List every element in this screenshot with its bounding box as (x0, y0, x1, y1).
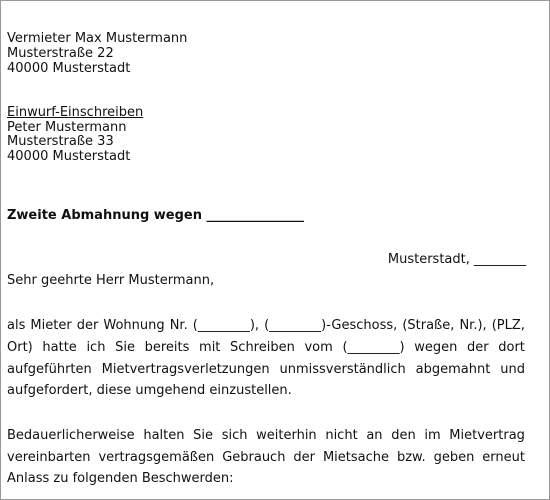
delivery-method: Einwurf-Einschreiben (7, 105, 144, 120)
word: Ort) (7, 340, 33, 355)
word: (________) (342, 340, 405, 355)
word: ich (86, 340, 106, 355)
word: (________), (192, 318, 260, 333)
paragraph1-line3 (7, 362, 525, 377)
word: Mietvertrag (449, 428, 525, 443)
subject-line: Zweite Abmahnung wegen _______________ (7, 208, 305, 223)
recipient-city: 40000 Musterstadt (7, 149, 131, 164)
paragraph2-line1 (7, 428, 525, 443)
sender-name: Vermieter Max Mustermann (7, 31, 188, 46)
word: (________)-Geschoss, (264, 318, 398, 333)
word: im (424, 428, 441, 443)
word: wegen (414, 340, 458, 355)
word: Nr. (169, 318, 188, 333)
word: der (467, 340, 489, 355)
sender-street: Musterstraße 22 (7, 46, 114, 61)
word: vereinbarten (7, 450, 91, 465)
word: bereits (144, 340, 190, 355)
word: halten (143, 428, 185, 443)
paragraph1-line2 (7, 340, 525, 355)
word: an (366, 428, 383, 443)
word: der (293, 450, 316, 465)
word: erneut (482, 450, 525, 465)
word: Mieter (30, 318, 72, 333)
recipient-name: Peter Mustermann (7, 120, 127, 135)
paragraph2-line3: Anlass zu folgenden Beschwerden: (7, 471, 234, 486)
word: und (500, 362, 525, 377)
recipient-street: Musterstraße 33 (7, 134, 114, 149)
word: abgemahnt (415, 362, 491, 377)
word: Sie (115, 340, 135, 355)
word: aufgeführten (7, 362, 92, 377)
place-date: Musterstadt, ________ (387, 252, 526, 267)
word: (Straße, (402, 318, 455, 333)
word: sich (221, 428, 248, 443)
sender-city: 40000 Musterstadt (7, 61, 131, 76)
word: Wohnung (103, 318, 165, 333)
word: dort (498, 340, 525, 355)
word: bzw. (396, 450, 426, 465)
word: als (7, 318, 26, 333)
word: (PLZ, (491, 318, 525, 333)
word: nicht (325, 428, 358, 443)
paragraph1-line1 (7, 318, 525, 333)
word: Nr.), (459, 318, 487, 333)
salutation: Sehr geehrte Herr Mustermann, (7, 273, 215, 288)
word: Mietsache (322, 450, 390, 465)
word: mit (199, 340, 221, 355)
word: Bedauerlicherweise (7, 428, 135, 443)
word: der (76, 318, 99, 333)
word: Sie (193, 428, 214, 443)
word: Schreiben (230, 340, 295, 355)
word: den (391, 428, 416, 443)
word: Mietvertragsverletzungen (101, 362, 270, 377)
word: Gebrauch (222, 450, 286, 465)
word: geben (433, 450, 475, 465)
word: vertragsgemäßen (98, 450, 215, 465)
word: weiterhin (256, 428, 317, 443)
word: vom (304, 340, 333, 355)
word: hatte (42, 340, 77, 355)
paragraph1-line4: aufgefordert, diese umgehend einzustellen. (7, 383, 292, 398)
paragraph2-line2 (7, 450, 525, 465)
word: unmissverständlich (279, 362, 406, 377)
